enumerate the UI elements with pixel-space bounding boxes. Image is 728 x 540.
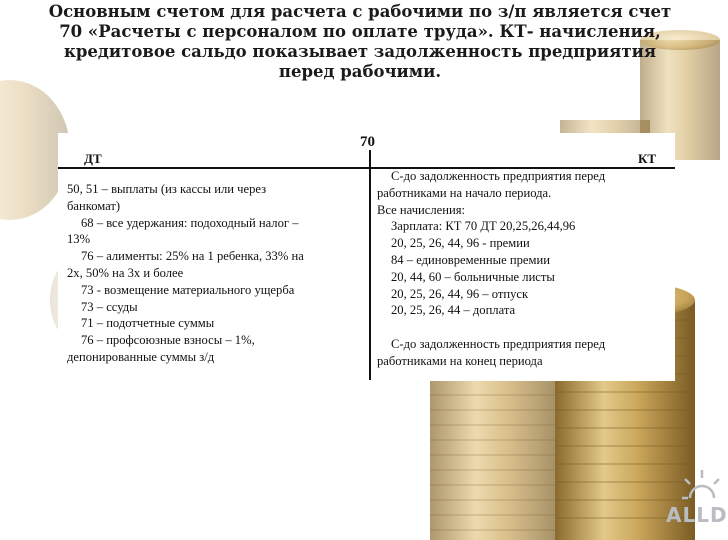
- debit-line: 50, 51 – выплаты (из кассы или через: [67, 182, 267, 196]
- debit-line: депонированные суммы з/д: [67, 349, 215, 364]
- credit-line: 20, 25, 26, 44 – доплата: [391, 303, 516, 318]
- debit-line: 76 – профсоюзные взносы – 1%,: [81, 333, 255, 348]
- credit-label: КТ: [638, 151, 657, 166]
- title-line: Основным счетом для расчета с рабочими по з/п является счет: [48, 2, 672, 21]
- title-line: 70 «Расчеты с персоналом по оплате труда». КТ- начисления,: [59, 22, 661, 41]
- debit-line: 13%: [67, 232, 91, 247]
- spacer: [377, 319, 672, 336]
- debit-line: 76 – алименты: 25% на 1 ребенка, 33% на: [81, 249, 304, 264]
- debit-line: 71 – подотчетные суммы: [81, 316, 215, 331]
- credit-line: работниками на конец периода: [377, 353, 543, 368]
- t-account-vertical-rule: [369, 150, 371, 380]
- debit-line: 2х, 50% на 3х и более: [67, 265, 184, 280]
- debit-column: [67, 181, 367, 366]
- sun-logo-icon: [668, 454, 720, 540]
- credit-line: 20, 25, 26, 44, 96 – отпуск: [391, 286, 529, 301]
- credit-column: [377, 168, 672, 370]
- credit-line: Зарплата: КТ 70 ДТ 20,25,26,44,96: [391, 219, 576, 234]
- debit-label: ДТ: [84, 151, 102, 166]
- debit-line: 68 – все удержания: подоходный налог –: [81, 215, 299, 230]
- title-line: кредитовое сальдо показывает задолженность предприятия: [63, 42, 657, 61]
- credit-line: 20, 25, 26, 44, 96 - премии: [391, 236, 530, 251]
- credit-line: С-до задолженность предприятия перед: [391, 169, 606, 183]
- credit-line: 84 – единовременные премии: [391, 252, 550, 267]
- debit-line: 73 - возмещение материального ущерба: [81, 282, 295, 297]
- account-number: 70: [360, 134, 375, 150]
- credit-line: работниками на начало периода.: [377, 185, 552, 200]
- debit-line: 73 – ссуды: [81, 299, 138, 314]
- title-line: перед рабочими.: [278, 62, 442, 81]
- credit-line: Все начисления:: [377, 202, 466, 217]
- credit-line: С-до задолженность предприятия перед: [391, 337, 606, 352]
- credit-line: 20, 44, 60 – больничные листы: [391, 269, 555, 284]
- debit-line: банкомат): [67, 198, 121, 213]
- slide-title: [0, 2, 720, 82]
- watermark-text: ALLD: [666, 503, 728, 527]
